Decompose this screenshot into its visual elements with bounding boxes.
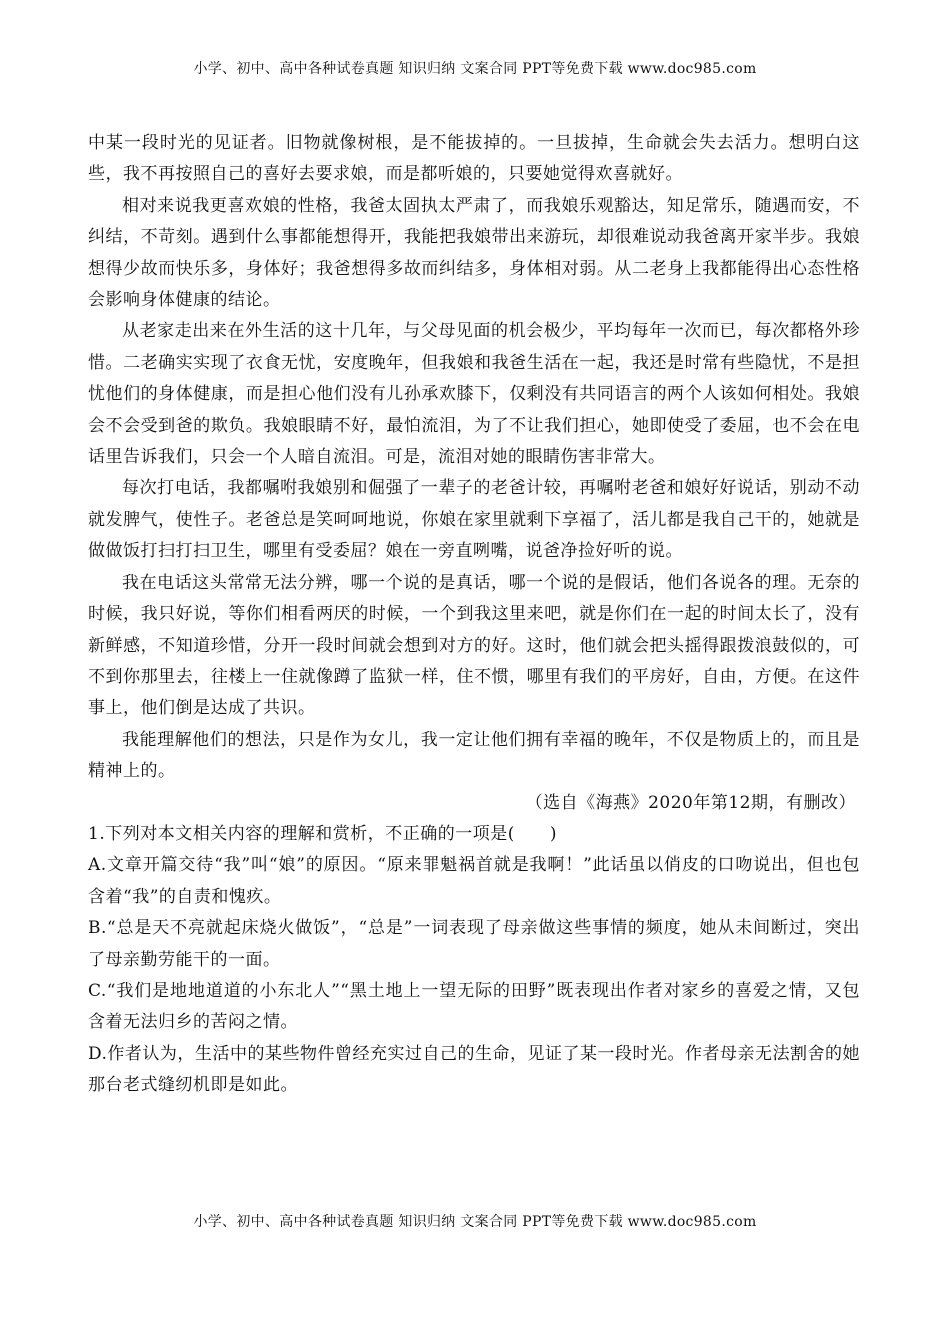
question-stem: 1.下列对本文相关内容的理解和赏析，不正确的一项是( ) (88, 823, 557, 844)
page-header: 小学、初中、高中各种试卷真题 知识归纳 文案合同 PPT等免费下载 www.doc985.com (193, 61, 757, 77)
paragraph-4: 每次打电话，我都嘱咐我娘别和倔强了一辈子的老爸计较，再嘱咐老爸和娘好好说话，别动不动就发脾气，使性子。老爸总是笑呵呵地说，你娘在家里就剩下享福了，活儿都是我自己干的，她就是做做饭打扫打扫卫生，哪里有受委屈？娘在一旁直咧嘴，说爸净捡好听的说。 (88, 478, 860, 562)
paragraph-3: 从老家走出来在外生活的这十几年，与父母见面的机会极少，平均每年一次而已，每次都格外珍惜。二老确实实现了衣食无忧，安度晚年，但我娘和我爸生活在一起，我还是时常有些隐忧，不是担忧他们的身体健康，而是担心他们没有儿孙承欢膝下，仅剩没有共同语言的两个人该如何相处。我娘会不会受到爸的欺负。我娘眼睛不好，最怕流泪，为了不让我们担心，她即使受了委屈，也不会在电话里告诉我们，只会一个人暗自流泪。可是，流泪对她的眼睛伤害非常大。 (88, 321, 860, 468)
source-citation: （选自《海燕》2020年第12期，有删改） (525, 792, 856, 813)
option-b: B.“总是天不亮就起床烧火做饭”，“总是”一词表现了母亲做这些事情的频度，她从未间断过，突出了母亲勤劳能干的一面。 (88, 918, 860, 970)
option-a: A.文章开篇交待“我”叫“娘”的原因。“原来罪魁祸首就是我啊！”此话虽以俏皮的口吻说出，但也包含着“我”的自责和愧疚。 (88, 855, 860, 907)
paragraph-6: 我能理解他们的想法，只是作为女儿，我一定让他们拥有幸福的晚年，不仅是物质上的，而且是精神上的。 (88, 729, 860, 782)
option-d: D.作者认为，生活中的某些物件曾经充实过自己的生命，见证了某一段时光。作者母亲无法割舍的她那台老式缝纫机即是如此。 (88, 1043, 860, 1096)
paragraph-1: 中某一段时光的见证者。旧物就像树根，是不能拔掉的。一旦拔掉，生命就会失去活力。想明白这些，我不再按照自己的喜好去要求娘，而是都听娘的，只要她觉得欢喜就好。 (88, 133, 860, 185)
paragraph-2: 相对来说我更喜欢娘的性格，我爸太固执太严肃了，而我娘乐观豁达，知足常乐，随遇而安，不纠结，不苛刻。遇到什么事都能想得开，我能把我娘带出来游玩，却很难说动我爸离开家半步。我娘想得少故而快乐多，身体好；我爸想得多故而纠结多，身体相对弱。从二老身上我都能得出心态性格会影响身体健康的结论。 (88, 195, 860, 311)
paragraph-5: 我在电话这头常常无法分辨，哪一个说的是真话，哪一个说的是假话，他们各说各的理。无奈的时候，我只好说，等你们相看两厌的时候，一个到我这里来吧，就是你们在一起的时间太长了，没有新鲜感，不知道珍惜，分开一段时间就会想到对方的好。这时，他们就会把头摇得跟拨浪鼓似的，可不到你那里去，往楼上一住就像蹲了监狱一样，住不惯，哪里有我们的平房好，自由，方便。在这件事上，他们倒是达成了共识。 (88, 572, 860, 719)
page-footer: 小学、初中、高中各种试卷真题 知识归纳 文案合同 PPT等免费下载 www.doc985.com (193, 1214, 757, 1230)
document-body (88, 128, 860, 1102)
option-c: C.“我们是地地道道的小东北人”“黑土地上一望无际的田野”既表现出作者对家乡的喜爱之情，又包含着无法归乡的苦闷之情。 (88, 980, 860, 1033)
